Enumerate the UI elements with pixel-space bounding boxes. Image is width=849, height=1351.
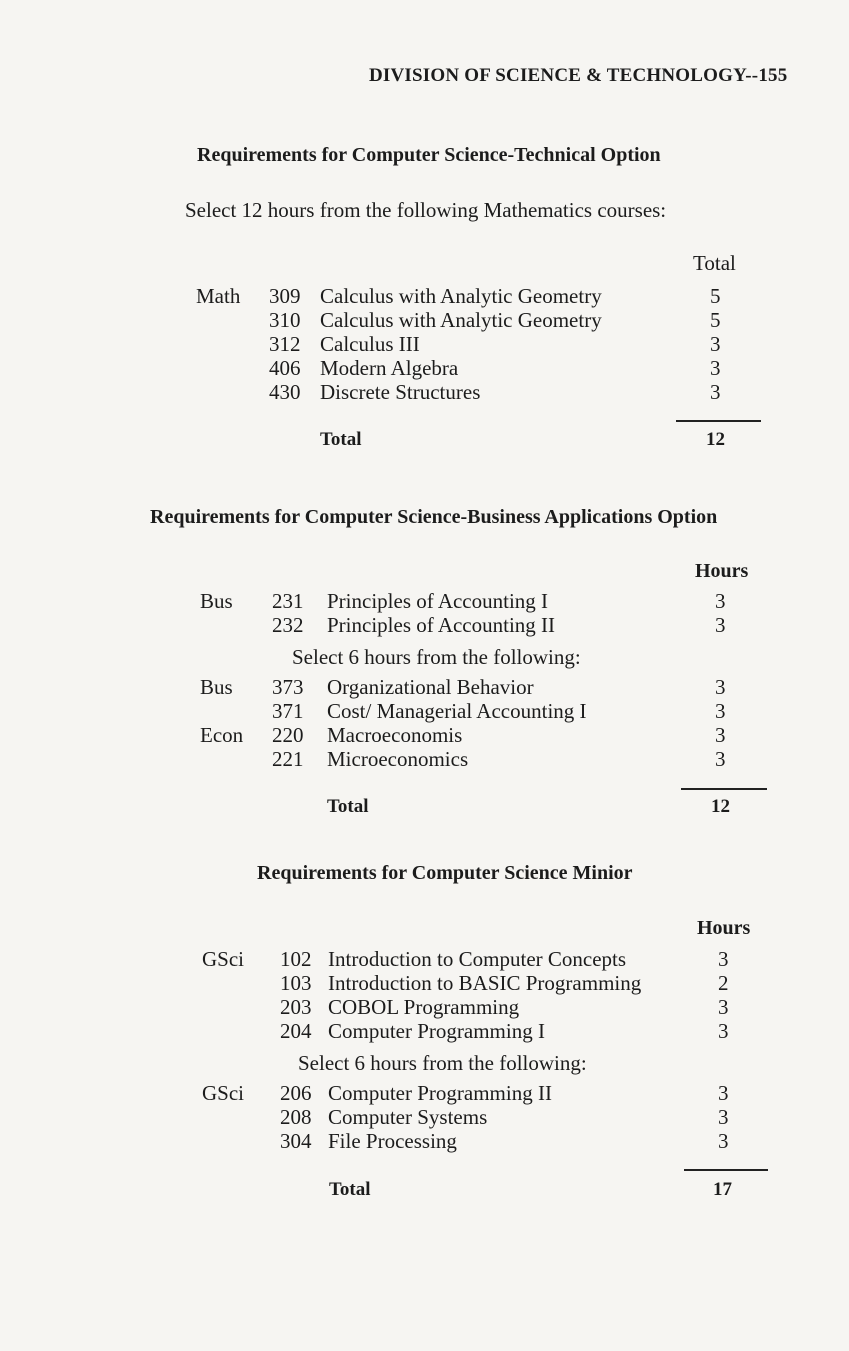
course-name: Calculus III	[320, 332, 420, 356]
course-hours: 3	[715, 675, 726, 699]
course-name: Introduction to BASIC Programming	[328, 971, 642, 995]
course-number: 231	[272, 589, 304, 613]
course-number: 309	[269, 284, 301, 308]
course-name: Discrete Structures	[320, 380, 481, 404]
course-number: 220	[272, 723, 304, 747]
course-hours: 3	[718, 1129, 729, 1153]
section2-total-value: 12	[711, 796, 730, 817]
course-number: 430	[269, 380, 301, 404]
section1-intro: Select 12 hours from the following Mathematics courses:	[185, 198, 667, 222]
section2-total-label: Total	[327, 796, 369, 817]
course-number: 206	[280, 1081, 312, 1105]
section2-col-header: Hours	[695, 560, 749, 582]
course-name: Microeconomics	[327, 747, 469, 771]
course-name: Modern Algebra	[320, 356, 459, 380]
course-name: Principles of Accounting II	[327, 613, 556, 637]
course-dept: Bus	[200, 675, 233, 699]
course-name: File Processing	[328, 1129, 457, 1153]
course-number: 373	[272, 675, 304, 699]
total-rule	[676, 420, 761, 422]
select-note: Select 6 hours from the following:	[298, 1051, 587, 1075]
course-name: Macroeconomis	[327, 723, 463, 747]
course-hours: 3	[718, 947, 729, 971]
course-hours: 3	[710, 380, 721, 404]
course-number: 310	[269, 308, 301, 332]
course-name: Cost/ Managerial Accounting I	[327, 699, 587, 723]
course-dept: Econ	[200, 723, 244, 747]
select-note: Select 6 hours from the following:	[292, 645, 581, 669]
course-number: 371	[272, 699, 304, 723]
course-hours: 3	[715, 723, 726, 747]
course-hours: 5	[710, 284, 721, 308]
course-dept: Math	[196, 284, 241, 308]
course-hours: 5	[710, 308, 721, 332]
course-hours: 3	[718, 1019, 729, 1043]
course-name: Computer Systems	[328, 1105, 488, 1129]
course-name: Computer Programming II	[328, 1081, 552, 1105]
page-header: DIVISION OF SCIENCE & TECHNOLOGY--155	[369, 65, 788, 86]
course-name: Computer Programming I	[328, 1019, 545, 1043]
course-hours: 3	[715, 747, 726, 771]
course-hours: 3	[718, 995, 729, 1019]
course-number: 221	[272, 747, 304, 771]
section2-title: Requirements for Computer Science-Business Applications Option	[150, 506, 718, 528]
course-hours: 3	[710, 356, 721, 380]
course-hours: 3	[715, 699, 726, 723]
course-name: Calculus with Analytic Geometry	[320, 308, 602, 332]
course-number: 208	[280, 1105, 312, 1129]
course-number: 312	[269, 332, 301, 356]
course-name: Introduction to Computer Concepts	[328, 947, 627, 971]
course-dept: GSci	[202, 947, 244, 971]
section1-total-label: Total	[320, 429, 362, 450]
total-rule	[681, 788, 767, 790]
course-number: 304	[280, 1129, 312, 1153]
course-hours: 3	[718, 1081, 729, 1105]
course-hours: 3	[718, 1105, 729, 1129]
section1-total-value: 12	[706, 429, 725, 450]
course-number: 103	[280, 971, 312, 995]
course-hours: 3	[710, 332, 721, 356]
course-dept: GSci	[202, 1081, 244, 1105]
section1-col-header: Total	[693, 251, 736, 275]
course-hours: 2	[718, 971, 729, 995]
course-name: Principles of Accounting I	[327, 589, 549, 613]
course-name: COBOL Programming	[328, 995, 520, 1019]
course-name: Calculus with Analytic Geometry	[320, 284, 602, 308]
section3-title: Requirements for Computer Science Minior	[257, 862, 633, 884]
course-hours: 3	[715, 589, 726, 613]
section3-total-label: Total	[329, 1179, 371, 1200]
course-dept: Bus	[200, 589, 233, 613]
section3-total-value: 17	[713, 1179, 732, 1200]
course-number: 203	[280, 995, 312, 1019]
section1-title: Requirements for Computer Science-Technical Option	[197, 144, 661, 166]
course-number: 232	[272, 613, 304, 637]
course-name: Organizational Behavior	[327, 675, 534, 699]
course-number: 406	[269, 356, 301, 380]
total-rule	[684, 1169, 768, 1171]
course-number: 102	[280, 947, 312, 971]
course-number: 204	[280, 1019, 312, 1043]
course-hours: 3	[715, 613, 726, 637]
section3-col-header: Hours	[697, 917, 751, 939]
